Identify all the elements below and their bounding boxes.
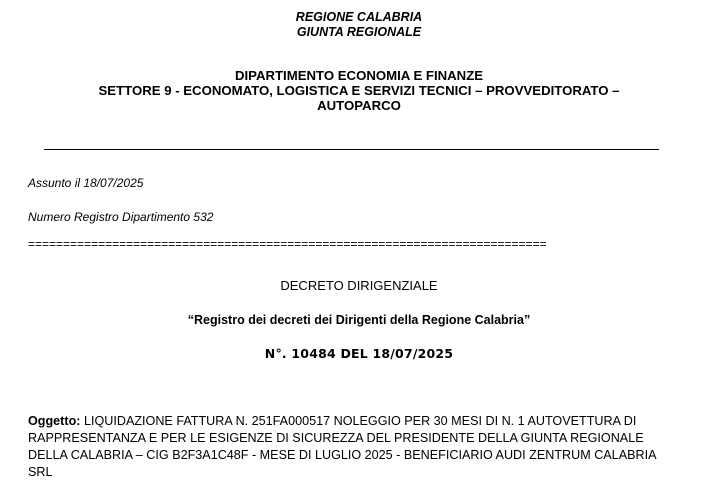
decree-number: N°. 10484 DEL 18/07/2025 — [264, 346, 454, 361]
horizontal-rule — [44, 149, 659, 150]
sector-heading-line2: AUTOPARCO — [317, 98, 401, 113]
decree-type: DECRETO DIRIGENZIALE — [280, 278, 438, 293]
assunto-date: Assunto il 18/07/2025 — [28, 176, 144, 190]
equals-separator: ========================================================================== — [28, 237, 547, 251]
department-heading: DIPARTIMENTO ECONOMIA E FINANZE — [234, 68, 484, 83]
subject-text: LIQUIDAZIONE FATTURA N. 251FA000517 NOLEGGIO PER 30 MESI DI N. 1 AUTOVETTURA DI RAPPRESENTANZA E PER LE ESIGENZE DI SICUREZZA DEL PRESIDENTE DELLA GIUNTA REGIONALE DELLA CALABRIA – CIG B2F3A1C48F - MESE DI LUGLIO 2025 - BENEFICIARIO AUDI ZENTRUM CALABRIA SRL — [28, 414, 656, 479]
council-heading: GIUNTA REGIONALE — [296, 25, 422, 39]
region-heading: REGIONE CALABRIA — [295, 10, 423, 24]
subject-paragraph — [28, 413, 668, 481]
decree-registry-title: “Registro dei decreti dei Dirigenti della Regione Calabria” — [187, 313, 531, 327]
subject-label: Oggetto: — [28, 414, 81, 428]
registry-number: Numero Registro Dipartimento 532 — [28, 210, 214, 224]
sector-heading-line1: SETTORE 9 - ECONOMATO, LOGISTICA E SERVIZI TECNICI – PROVVEDITORATO – — [98, 83, 620, 98]
